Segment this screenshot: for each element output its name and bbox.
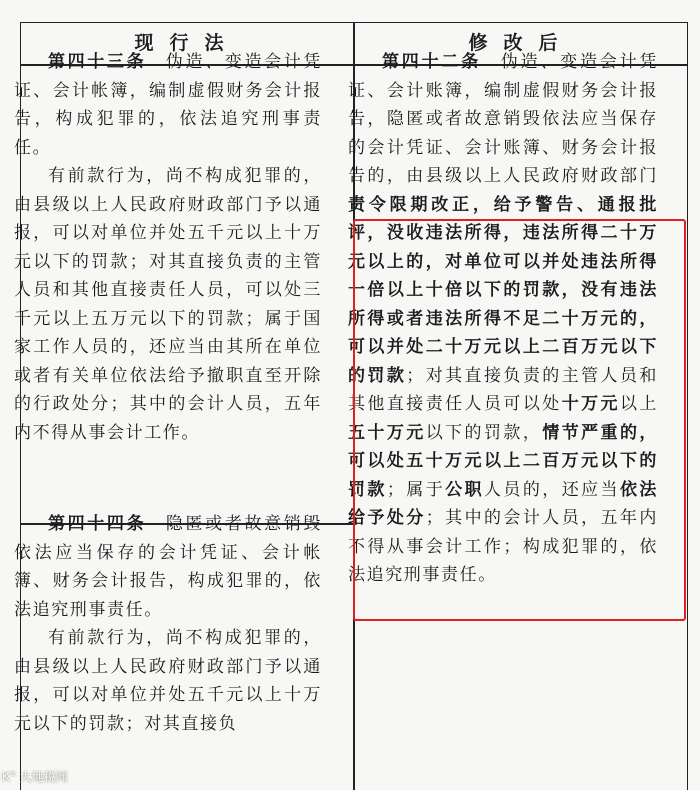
article-44-text-1: 隐匿或者故意销毁依法应当保存的会计凭证、会计帐簿、财务会计报告，构成犯罪的，依法追究刑事责任。	[14, 514, 323, 620]
article-42-text-3: 以上	[619, 394, 658, 414]
article-42-bold-4: 情节严重的，可以处五十万元以上二百万元以下的罚款	[348, 422, 658, 500]
article-43-para-1	[14, 48, 322, 162]
article-44-current	[14, 510, 322, 738]
article-43-current	[14, 48, 322, 447]
article-42-text-1: 伪造、变造会计凭证、会计账簿，编制虚假财务会计报告，隐匿或者故意销毁依法应当保存的会计凭证、会计账簿、财务会计报告的，由县级以上人民政府财政部门	[348, 52, 659, 186]
article-42-bold-3: 五十万元	[348, 422, 426, 443]
article-42-bold-5: 公职	[445, 479, 484, 500]
article-44-para-2: 有前款行为，尚不构成犯罪的，由县级以上人民政府财政部门予以通报，可以对单位并处五千元以上十万元以下的罚款；对其直接负	[14, 628, 322, 734]
article-42-bold-1: 责令限期改正，给予警告、通报批评，没收违法所得，违法所得二十万元以上的，对单位可以并处违法所得一倍以上十倍以下的罚款，没有违法所得或者违法所得不足二十万元的，可以并处二十万元以上二百万元以下的罚款	[348, 194, 658, 386]
article-42-title: 第四十二条	[382, 52, 481, 72]
article-42-text-2: ；对其直接负责的主管人员和其他直接责任人员可以处	[348, 365, 658, 414]
highlight-box	[353, 219, 686, 621]
article-42-bold-6: 依法给予处分	[348, 479, 659, 528]
article-42-bold-2: 十万元	[561, 394, 620, 414]
article-43-para-2: 有前款行为，尚不构成犯罪的，由县级以上人民政府财政部门予以通报，可以对单位并处五千元以上十万元以下的罚款；对其直接负责的主管人员和其他直接责任人员，可以处三千元以上五万元以下的罚款；属于国家工作人员的，还应当由其所在单位或者有关单位依法给予撤职直至开除的行政处分；其中的会计人员，五年内不得从事会计工作。	[14, 166, 322, 443]
article-42-text-6: 人员的，还应当	[484, 479, 620, 500]
article-42-text-7: ；其中的会计人员，五年内不得从事会计工作；构成犯罪的，依法追究刑事责任。	[348, 508, 659, 585]
article-42-text-4: 以下的罚款，	[425, 422, 543, 443]
article-44-title: 第四十四条	[48, 514, 147, 534]
watermark: K° 大地税闻	[2, 770, 68, 784]
article-44-para-1	[14, 510, 322, 624]
header-revised-law: 修改后	[468, 32, 574, 54]
article-43-title: 第四十三条	[48, 52, 147, 72]
article-42-text-5: ；属于	[386, 479, 446, 500]
article-43-text-1: 伪造、变造会计凭证、会计帐簿，编制虚假财务会计报告，构成犯罪的，依法追究刑事责任。	[14, 52, 323, 158]
header-current-law: 现行法	[134, 32, 240, 54]
